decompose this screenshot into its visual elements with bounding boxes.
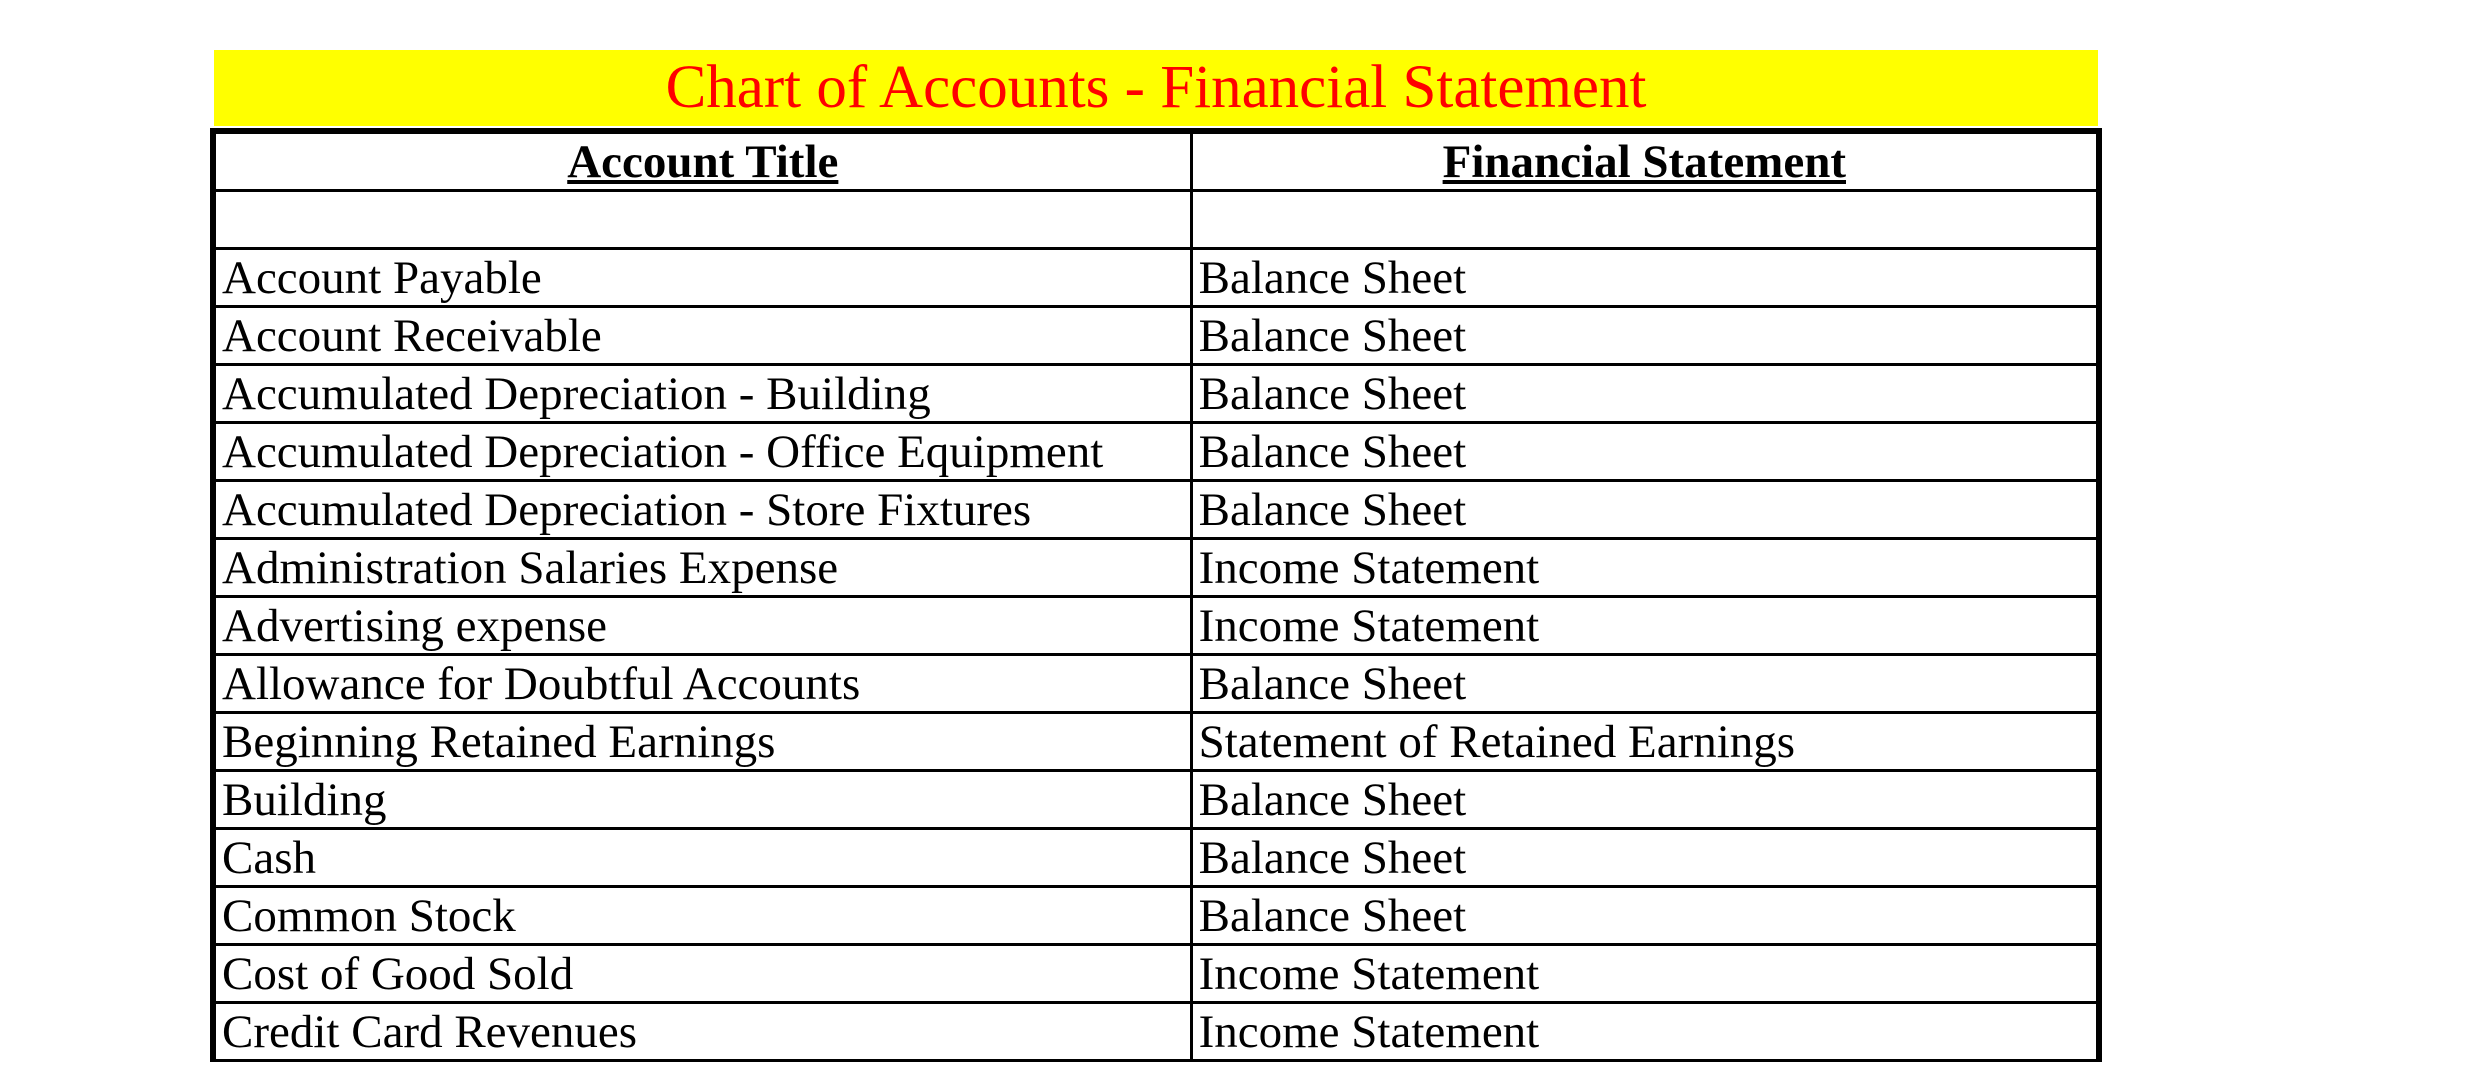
financial-statement-cell[interactable]: Balance Sheet — [1191, 771, 2099, 829]
account-title-cell[interactable]: Allowance for Doubtful Accounts — [213, 655, 1191, 713]
account-title-cell[interactable]: Account Receivable — [213, 307, 1191, 365]
financial-statement-cell[interactable]: Balance Sheet — [1191, 365, 2099, 423]
financial-statement-cell[interactable]: Income Statement — [1191, 945, 2099, 1003]
table-row — [213, 481, 2099, 539]
header-row — [213, 131, 2099, 191]
account-title-cell[interactable]: Account Payable — [213, 249, 1191, 307]
financial-statement-cell[interactable]: Balance Sheet — [1191, 249, 2099, 307]
table-row — [213, 1003, 2099, 1061]
account-title-cell[interactable]: Cash — [213, 829, 1191, 887]
financial-statement-cell[interactable]: Balance Sheet — [1191, 481, 2099, 539]
account-title-cell[interactable]: Cost of Good Sold — [213, 945, 1191, 1003]
header-account-title[interactable]: Account Title — [213, 131, 1191, 191]
table-row — [213, 249, 2099, 307]
table-row — [213, 191, 2099, 249]
header-financial-statement[interactable]: Financial Statement — [1191, 131, 2099, 191]
accounts-table — [210, 128, 2102, 1062]
table-row — [213, 771, 2099, 829]
sheet-title: Chart of Accounts - Financial Statement — [214, 50, 2098, 126]
financial-statement-cell[interactable]: Balance Sheet — [1191, 307, 2099, 365]
account-title-cell[interactable]: Administration Salaries Expense — [213, 539, 1191, 597]
account-title-cell[interactable]: Accumulated Depreciation - Store Fixtures — [213, 481, 1191, 539]
table-row — [213, 539, 2099, 597]
financial-statement-cell[interactable]: Balance Sheet — [1191, 829, 2099, 887]
account-title-cell[interactable]: Beginning Retained Earnings — [213, 713, 1191, 771]
financial-statement-cell[interactable]: Statement of Retained Earnings — [1191, 713, 2099, 771]
financial-statement-cell[interactable]: Income Statement — [1191, 597, 2099, 655]
financial-statement-cell[interactable]: Income Statement — [1191, 539, 2099, 597]
table-row — [213, 887, 2099, 945]
account-title-cell[interactable]: Credit Card Revenues — [213, 1003, 1191, 1061]
table-row — [213, 365, 2099, 423]
financial-statement-cell[interactable]: Income Statement — [1191, 1003, 2099, 1061]
table-row — [213, 423, 2099, 481]
financial-statement-cell[interactable] — [1191, 191, 2099, 249]
table-row — [213, 655, 2099, 713]
account-title-cell[interactable]: Building — [213, 771, 1191, 829]
table-row — [213, 307, 2099, 365]
table-row — [213, 713, 2099, 771]
account-title-cell[interactable]: Accumulated Depreciation - Building — [213, 365, 1191, 423]
table-row — [213, 597, 2099, 655]
account-title-cell[interactable] — [213, 191, 1191, 249]
table-row — [213, 829, 2099, 887]
account-title-cell[interactable]: Accumulated Depreciation - Office Equipment — [213, 423, 1191, 481]
account-title-cell[interactable]: Common Stock — [213, 887, 1191, 945]
financial-statement-cell[interactable]: Balance Sheet — [1191, 655, 2099, 713]
account-title-cell[interactable]: Advertising expense — [213, 597, 1191, 655]
financial-statement-cell[interactable]: Balance Sheet — [1191, 887, 2099, 945]
table-row — [213, 945, 2099, 1003]
financial-statement-cell[interactable]: Balance Sheet — [1191, 423, 2099, 481]
